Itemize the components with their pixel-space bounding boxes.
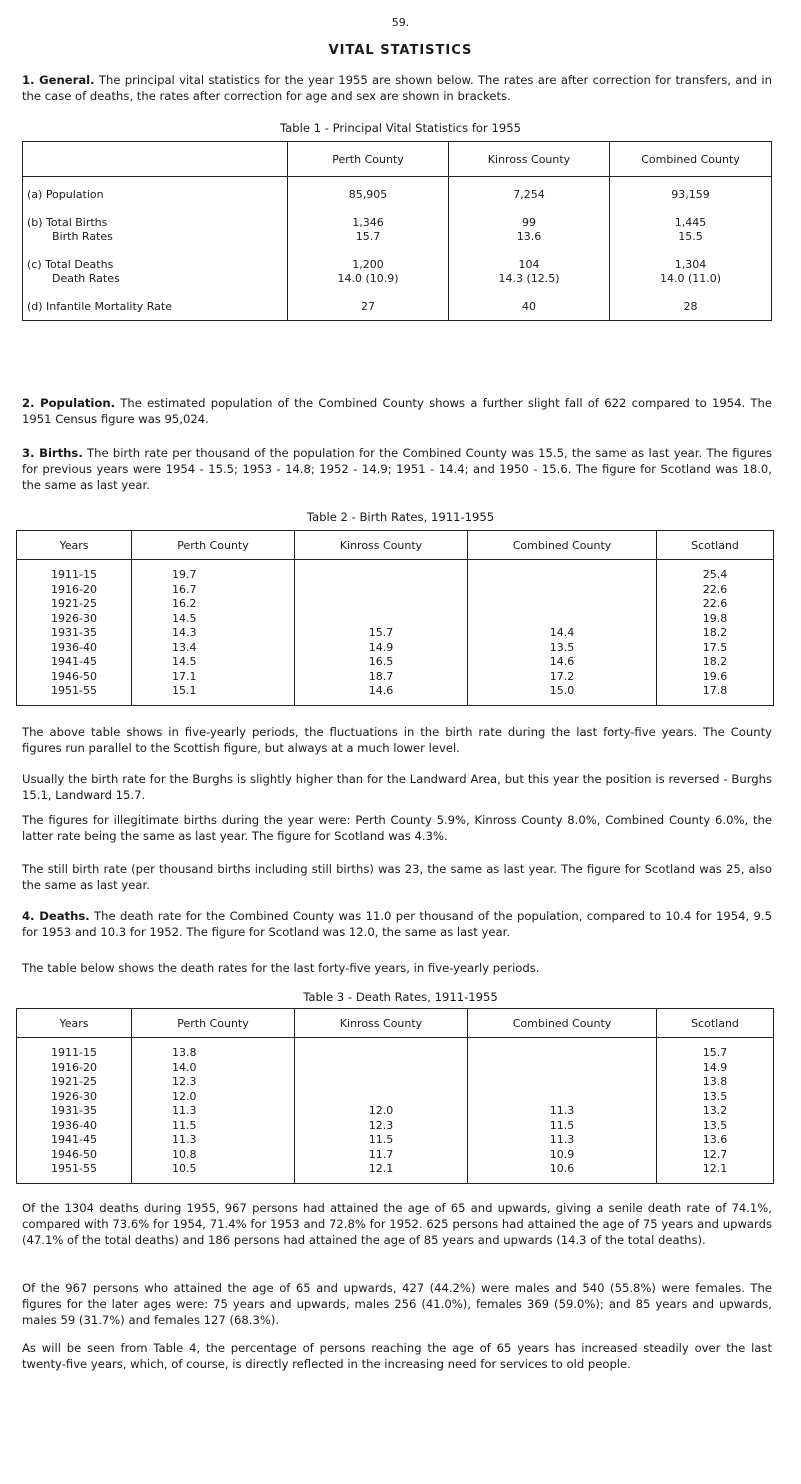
table2-column-list — [51, 568, 97, 699]
table2-cell: 15.7 — [368, 626, 394, 639]
section-births-text: The birth rate per thousand of the population for the Combined County was 15.5, the same as last year. The figures for previous years were 1954 - 15.5; 1953 - 14.8; 1952 - 14.9; 1951 - 14.4; and 1950 - 15.6. The figure for Scotland was 18.0, the same as last year. — [22, 446, 772, 492]
table3-column-list — [51, 1046, 97, 1177]
table3-cell: 12.1 — [368, 1162, 394, 1175]
table2-cell: 15.1 — [172, 684, 197, 697]
table3-cell: 10.9 — [549, 1147, 575, 1161]
table3-cell: 10.6 — [549, 1162, 575, 1175]
table2-cell: 14.9 — [368, 640, 394, 654]
table1-label: Death Rates — [52, 272, 120, 285]
table3-cell — [369, 1075, 394, 1090]
table1-labels — [23, 177, 288, 321]
section-general-text: The principal vital statistics for the year 1955 are shown below. The rates are after correction for transfers, and in the case of deaths, the rates after correction for age and sex are shown in brackets. — [22, 73, 772, 103]
table3-cell: 11.5 — [368, 1133, 394, 1146]
table2-cell: 18.7 — [368, 669, 394, 683]
table2-cell: 1951-55 — [51, 684, 97, 697]
table3-header-scotland: Scotland — [657, 1009, 774, 1038]
table3-cell — [550, 1046, 575, 1061]
table3-body-row — [17, 1038, 774, 1184]
section-births — [22, 445, 772, 493]
section-births-heading: 3. Births. — [22, 446, 83, 460]
table2-header-scotland: Scotland — [657, 531, 774, 560]
table2-cell: 14.4 — [549, 626, 575, 639]
table1-label: Birth Rates — [52, 230, 113, 243]
table3-cell: 1916-20 — [51, 1060, 97, 1074]
table2-cell: 1916-20 — [51, 582, 97, 596]
table2-cell: 14.5 — [172, 611, 197, 625]
table3-cell: 1946-50 — [51, 1147, 97, 1161]
table3-cell: 13.5 — [702, 1118, 728, 1132]
table1-cell — [449, 244, 609, 258]
table1-cell: 28 — [683, 300, 698, 313]
table3-cell: 12.0 — [172, 1089, 197, 1103]
table2-cell: 18.2 — [702, 655, 728, 668]
table1-cell — [449, 202, 609, 216]
table1-spacer — [27, 244, 287, 258]
table1-cell: 14.3 (12.5) — [498, 272, 560, 285]
table2-cell: 19.7 — [172, 568, 197, 581]
paragraph-illegitimate-births: The figures for illegitimate births during the year were: Perth County 5.9%, Kinross County 8.0%, Combined County 6.0%, the latter rate being the same as last year. The figure for Scotland was 4.3%. — [22, 813, 772, 843]
table2-cell — [550, 612, 575, 627]
table2-header-years: Years — [17, 531, 132, 560]
table2-caption: Table 2 - Birth Rates, 1911-1955 — [306, 510, 495, 524]
table1-cell: 13.6 — [516, 230, 542, 243]
table2-header-kinross: Kinross County — [295, 531, 468, 560]
table1-body-row — [23, 177, 772, 321]
table3-cell: 1921-25 — [51, 1075, 97, 1088]
table1-cell: 15.7 — [355, 230, 381, 243]
table2-scotland-column — [657, 560, 774, 706]
table2-cell — [369, 583, 394, 598]
table1-cell — [610, 202, 771, 216]
table3-column-list — [172, 1046, 197, 1177]
table2-header-perth: Perth County — [132, 531, 295, 560]
table2-cell: 14.6 — [549, 655, 575, 668]
table1-perth-column — [288, 177, 449, 321]
table1-label: (b) Total Births — [27, 216, 108, 229]
table3-cell — [369, 1061, 394, 1076]
table3-cell: 13.8 — [172, 1046, 197, 1059]
paragraph-still-births: The still birth rate (per thousand births including still births) was 23, the same as last year. The figure for Scotland was 25, also the same as last year. — [22, 862, 772, 892]
table3-cell: 10.5 — [172, 1162, 197, 1175]
section-general — [22, 72, 772, 104]
table1-header-blank — [23, 142, 288, 177]
section-population-heading: 2. Population. — [22, 396, 116, 410]
table2-cell: 16.2 — [172, 597, 197, 610]
table3-cell — [369, 1090, 394, 1105]
paragraph-old-people-services: As will be seen from Table 4, the percentage of persons reaching the age of 65 years has increased steadily over the last twenty-five years, which, of course, is directly reflected in the increasing need for services to old people. — [22, 1341, 772, 1371]
paragraph-senile-deaths: Of the 1304 deaths during 1955, 967 persons had attained the age of 65 and upwards, giving a senile death rate of 74.1%, compared with 73.6% for 1954, 71.4% for 1953 and 72.8% for 1952. 625 persons had attained the age of 75 years and upwards (47.1% of the total deaths) and 186 persons had attained the age of 85 years and upwards (14.3 of the total deaths). — [22, 1201, 772, 1247]
table1-cell: 1,346 — [352, 216, 384, 229]
table3-kinross-column — [295, 1038, 468, 1184]
table2-column-list — [369, 568, 394, 699]
table2-cell: 17.5 — [702, 640, 728, 654]
table1-cell — [288, 202, 448, 216]
table1-cell: 85,905 — [348, 188, 388, 201]
table2-birth-rates — [16, 530, 774, 706]
table3-cell: 11.3 — [549, 1104, 575, 1117]
table1-cell: 40 — [522, 300, 536, 313]
table3-column-list — [703, 1046, 728, 1177]
table3-cell: 13.8 — [702, 1075, 728, 1088]
table3-cell — [550, 1090, 575, 1105]
table3-column-list — [550, 1046, 575, 1177]
table2-cell: 19.6 — [702, 669, 728, 683]
table3-column-list — [369, 1046, 394, 1177]
table2-cell: 1936-40 — [51, 640, 97, 654]
table2-cell: 17.1 — [172, 669, 197, 683]
table1-combined-column — [610, 177, 772, 321]
table2-years-column — [17, 560, 132, 706]
table3-cell: 11.5 — [172, 1118, 197, 1132]
table2-cell — [550, 568, 575, 583]
table2-cell: 13.4 — [172, 640, 197, 654]
paragraph-death-table-intro: The table below shows the death rates for the last forty-five years, in five-yearly periods. — [22, 961, 540, 975]
section-population-text: The estimated population of the Combined County shows a further slight fall of 622 compared to 1954. The 1951 Census figure was 95,024. — [22, 396, 772, 426]
table1-caption: Table 1 - Principal Vital Statistics for 1955 — [280, 121, 521, 135]
table3-cell: 12.7 — [702, 1147, 728, 1161]
table2-body-row — [17, 560, 774, 706]
table1-cell: 14.0 (10.9) — [337, 272, 399, 285]
table2-column-list — [550, 568, 575, 699]
table3-header-perth: Perth County — [132, 1009, 295, 1038]
table2-header-row — [17, 531, 774, 560]
table3-cell: 1931-35 — [51, 1104, 97, 1117]
table2-cell — [369, 568, 394, 583]
table1-spacer — [27, 286, 287, 300]
table2-cell — [369, 597, 394, 612]
table1-header-row — [23, 142, 772, 177]
section-deaths-text: The death rate for the Combined County was 11.0 per thousand of the population, compared to 10.4 for 1954, 9.5 for 1953 and 10.3 for 1952. The figure for Scotland was 12.0, the same as last year. — [22, 909, 772, 939]
table1-cell: 14.0 (11.0) — [659, 272, 722, 285]
table2-cell: 18.2 — [702, 626, 728, 639]
table1-header-kinross: Kinross County — [449, 142, 610, 177]
paragraph-burghs: Usually the birth rate for the Burghs is slightly higher than for the Landward Area, but this year the position is reversed - Burghs 15.1, Landward 15.7. — [22, 772, 772, 802]
table3-combined-column — [468, 1038, 657, 1184]
table3-cell: 12.3 — [368, 1118, 394, 1132]
table1-cell: 1,304 — [674, 258, 707, 271]
table3-caption: Table 3 - Death Rates, 1911-1955 — [303, 990, 498, 1004]
table3-cell: 10.8 — [172, 1147, 197, 1161]
table2-column-list — [703, 568, 728, 699]
section-general-heading: 1. General. — [22, 73, 95, 87]
table2-cell: 14.6 — [368, 684, 394, 697]
table3-cell: 11.7 — [368, 1147, 394, 1161]
table3-cell: 1911-15 — [51, 1046, 97, 1059]
section-population — [22, 395, 772, 427]
table2-combined-column — [468, 560, 657, 706]
table1-cell — [288, 286, 448, 300]
table3-scotland-column — [657, 1038, 774, 1184]
page-number: 59. — [391, 16, 410, 29]
table3-cell: 12.3 — [172, 1075, 197, 1088]
table1-header-perth: Perth County — [288, 142, 449, 177]
table1-cell: 27 — [361, 300, 375, 313]
table1-cell: 104 — [518, 258, 540, 271]
table3-death-rates — [16, 1008, 774, 1184]
table3-cell: 1941-45 — [51, 1133, 97, 1146]
table2-cell: 19.8 — [702, 611, 728, 625]
table3-cell: 13.2 — [702, 1104, 728, 1117]
table1-label: (a) Population — [27, 188, 104, 201]
table1-label: (d) Infantile Mortality Rate — [27, 300, 173, 313]
table2-cell: 17.2 — [549, 669, 575, 683]
table3-cell: 12.1 — [702, 1162, 728, 1175]
table1-cell: 1,200 — [352, 258, 384, 271]
table3-cell: 14.0 — [172, 1060, 197, 1074]
table2-column-list — [172, 568, 197, 699]
table2-header-combined: Combined County — [468, 531, 657, 560]
table3-cell — [369, 1046, 394, 1061]
table2-cell: 17.8 — [702, 684, 728, 697]
table3-cell: 13.5 — [702, 1089, 728, 1103]
table1-principal-vital-statistics — [22, 141, 772, 321]
table1-cell: 99 — [522, 216, 536, 229]
table2-cell: 1926-30 — [51, 611, 97, 625]
table3-header-row — [17, 1009, 774, 1038]
table3-cell: 1951-55 — [51, 1162, 97, 1175]
table3-years-column — [17, 1038, 132, 1184]
table1-label: (c) Total Deaths — [27, 258, 114, 271]
table2-cell: 1921-25 — [51, 597, 97, 610]
table2-perth-column — [132, 560, 295, 706]
table3-cell: 1926-30 — [51, 1089, 97, 1103]
table1-cell: 7,254 — [513, 188, 545, 201]
table3-header-combined: Combined County — [468, 1009, 657, 1038]
table2-kinross-column — [295, 560, 468, 706]
table2-cell: 1931-35 — [51, 626, 97, 639]
table1-cell — [610, 286, 771, 300]
paragraph-birth-fluctuations: The above table shows in five-yearly periods, the fluctuations in the birth rate during the last forty-five years. The County figures run parallel to the Scottish figure, but always at a much lower level. — [22, 725, 772, 755]
table1-cell: 15.5 — [678, 230, 703, 243]
table2-cell — [369, 612, 394, 627]
table2-cell: 1911-15 — [51, 568, 97, 581]
table1-cell — [288, 244, 448, 258]
table2-cell — [550, 583, 575, 598]
table3-cell: 12.0 — [368, 1104, 394, 1117]
table3-cell: 11.3 — [549, 1133, 575, 1146]
page-title: VITAL STATISTICS — [328, 43, 473, 58]
table3-cell: 11.5 — [549, 1118, 575, 1132]
table2-cell: 22.6 — [702, 597, 728, 610]
table2-cell: 1946-50 — [51, 669, 97, 683]
table3-header-kinross: Kinross County — [295, 1009, 468, 1038]
table1-cell — [610, 244, 771, 258]
table2-cell: 16.5 — [368, 655, 394, 668]
table3-cell — [550, 1075, 575, 1090]
table2-cell — [550, 597, 575, 612]
table2-cell: 15.0 — [549, 684, 575, 697]
table1-cell — [449, 286, 609, 300]
section-deaths-heading: 4. Deaths. — [22, 909, 90, 923]
table3-cell: 11.3 — [172, 1133, 197, 1146]
table2-cell: 13.5 — [549, 640, 575, 654]
table3-perth-column — [132, 1038, 295, 1184]
paragraph-age-breakdown: Of the 967 persons who attained the age of 65 and upwards, 427 (44.2%) were males and 540 (55.8%) were females. The figures for the later ages were: 75 years and upwards, males 256 (41.0%), females 369 (59.0%); and 85 years and upwards, males 59 (31.7%) and females 127 (68.3%). — [22, 1281, 772, 1327]
table2-cell: 14.5 — [172, 655, 197, 668]
table2-cell: 1941-45 — [51, 655, 97, 668]
table1-header-combined: Combined County — [610, 142, 772, 177]
table1-cell: 1,445 — [674, 216, 707, 229]
table3-header-years: Years — [17, 1009, 132, 1038]
section-deaths — [22, 908, 772, 940]
table1-cell: 93,159 — [671, 188, 710, 201]
table2-cell: 22.6 — [702, 582, 728, 596]
table2-cell: 14.3 — [172, 626, 197, 639]
table2-cell: 16.7 — [172, 582, 197, 596]
table2-cell: 25.4 — [702, 568, 728, 581]
table3-cell: 14.9 — [702, 1060, 728, 1074]
table1-kinross-column — [449, 177, 610, 321]
table3-cell — [550, 1061, 575, 1076]
table3-cell: 11.3 — [172, 1104, 197, 1117]
table3-cell: 15.7 — [702, 1046, 728, 1059]
table3-cell: 1936-40 — [51, 1118, 97, 1132]
table1-spacer — [27, 202, 287, 216]
table3-cell: 13.6 — [702, 1133, 728, 1146]
